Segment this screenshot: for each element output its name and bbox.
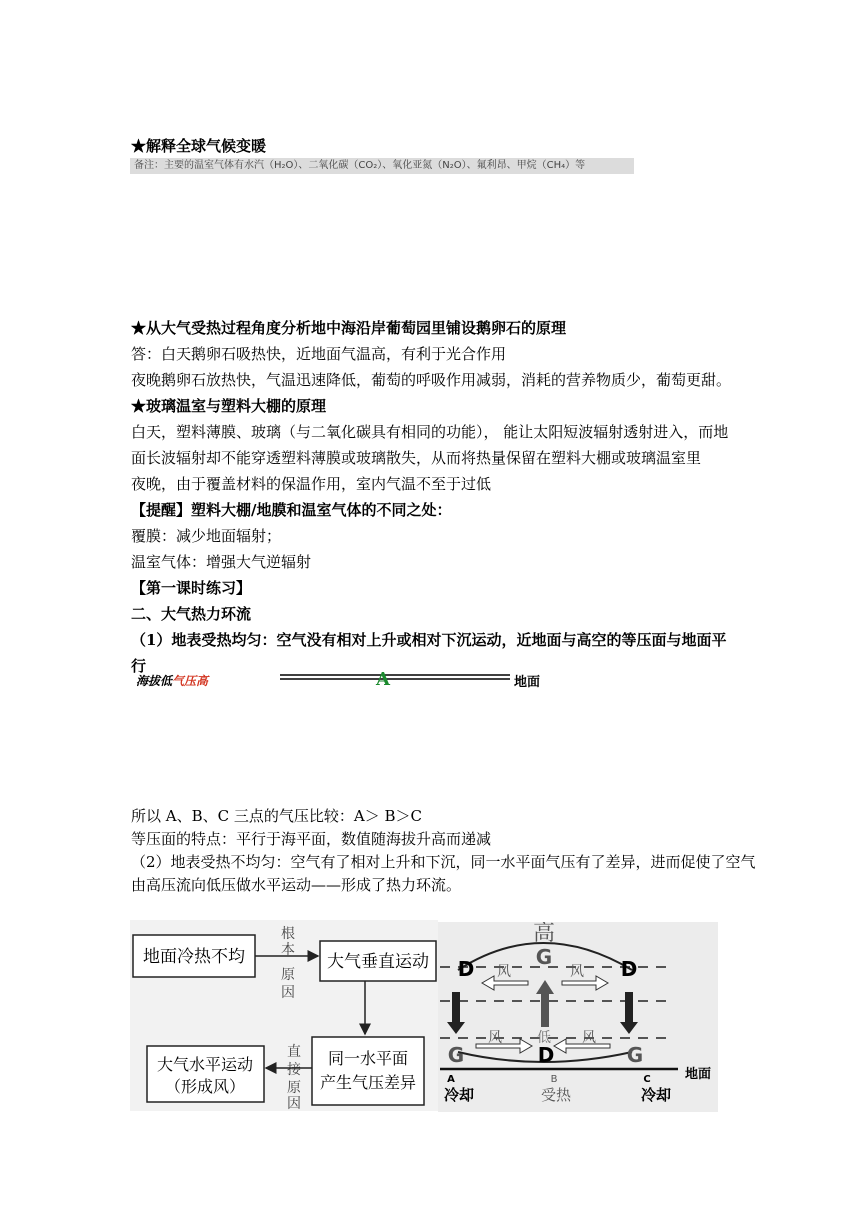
gas-text: 温室气体：增强大气逆辐射 xyxy=(131,553,312,571)
fig1-pressure-high: 气压高 xyxy=(172,674,209,688)
flow-box4-text-2: （形成风） xyxy=(164,1077,246,1096)
wind-lower-left: 风 xyxy=(488,1030,502,1046)
flow-box1-text: 地面冷热不均 xyxy=(143,947,245,967)
greenhouse-gas-note: 备注：主要的温室气体有水汽（H₂O）、二氧化碳（CO₂）、氧化亚氮（N₂O）、氟利昂、甲烷（CH₄）等 xyxy=(130,158,634,174)
grape-answer-2: 夜晚鹅卵石放热快，气温迅速降低，葡萄的呼吸作用减弱，消耗的营养物质少，葡萄更甜。 xyxy=(131,371,732,389)
isobar-feature: 等压面的特点：平行于海平面，数值随海拔升高而递减 xyxy=(131,830,492,848)
label-low: 低 xyxy=(537,1030,551,1046)
circulation-heading: 二、大气热力环流 xyxy=(131,605,252,623)
label-cool-right: 冷却 xyxy=(640,1086,672,1104)
flow-box-pressure-diff xyxy=(312,1037,424,1105)
greenhouse-text-3: 夜晚，由于覆盖材料的保温作用，室内气温不至于过低 xyxy=(131,475,492,493)
root-cause-4: 因 xyxy=(281,985,295,1001)
root-cause-3: 原 xyxy=(281,967,295,983)
direct-cause-2: 接 xyxy=(287,1062,301,1078)
greenhouse-text-2: 面长波辐射却不能穿透塑料薄膜或玻璃散失，从而将热量保留在塑料大棚或玻璃温室里 xyxy=(131,449,702,467)
wind-upper-right: 风 xyxy=(570,964,584,980)
pressure-compare: 所以 A、B、C 三点的气压比较：A＞ B＞C xyxy=(131,807,422,825)
direct-cause-3: 原 xyxy=(287,1080,301,1096)
label-g-top: G xyxy=(535,945,553,969)
label-cool-left: 冷却 xyxy=(443,1086,475,1104)
label-d-bottom: D xyxy=(537,1043,555,1067)
flowchart-diagram xyxy=(130,920,438,1111)
fig1-ground-lines xyxy=(276,669,516,690)
grape-heading: ★从大气受热过程角度分析地中海沿岸葡萄园里铺设鹅卵石的原理 xyxy=(131,319,567,337)
circulation-diagram xyxy=(438,922,718,1112)
uneven-heating-line-2: 由高压流向低压做水平运动——形成了热力环流。 xyxy=(131,876,462,894)
film-text: 覆膜：减少地面辐射； xyxy=(131,527,282,545)
label-d-left-top: D xyxy=(457,957,475,981)
greenhouse-text-1: 白天，塑料薄膜、玻璃（与二氧化碳具有相同的功能）， 能让太阳短波辐射透射进入，而地 xyxy=(131,423,729,441)
root-cause-1: 根 xyxy=(281,926,295,942)
label-high-top: 高 xyxy=(532,922,556,946)
label-a: A xyxy=(447,1074,455,1085)
flow-box4-text-1: 大气水平运动 xyxy=(156,1055,254,1074)
fig1-point-a: A xyxy=(376,669,390,690)
warming-heading: ★解释全球气候变暖 xyxy=(131,137,267,155)
label-ground: 地面 xyxy=(685,1067,712,1082)
flow-box3-text-1: 同一水平面 xyxy=(327,1049,409,1068)
wind-upper-left: 风 xyxy=(497,964,511,980)
direct-cause-1: 直 xyxy=(287,1044,301,1060)
label-c: C xyxy=(643,1074,651,1085)
label-d-right-top: D xyxy=(620,957,638,981)
greenhouse-heading: ★玻璃温室与塑料大棚的原理 xyxy=(131,397,327,415)
even-heating-line-1: （1）地表受热均匀：空气没有相对上升或相对下沉运动，近地面与高空的等压面与地面平 xyxy=(131,631,727,649)
practice-heading: 【第一课时练习】 xyxy=(131,579,252,597)
grape-answer-1: 答：白天鹅卵石吸热快，近地面气温高，有利于光合作用 xyxy=(131,345,507,363)
reminder-heading: 【提醒】塑料大棚/地膜和温室气体的不同之处： xyxy=(131,501,452,519)
label-g-right-bottom: G xyxy=(626,1043,644,1067)
fig1-altitude-low: 海拔低 xyxy=(136,674,173,688)
fig1-ground-label: 地面 xyxy=(514,675,541,690)
even-heating-line-2: 行 xyxy=(131,657,147,675)
flow-box3-text-2: 产生气压差异 xyxy=(319,1073,417,1092)
label-b: B xyxy=(550,1074,558,1085)
label-g-left-bottom: G xyxy=(447,1043,465,1067)
root-cause-2: 本 xyxy=(281,942,295,958)
fig1-left-label xyxy=(136,672,208,689)
direct-cause-4: 因 xyxy=(287,1096,301,1111)
uneven-heating-line-1: （2）地表受热不均匀：空气有了相对上升和下沉，同一水平面气压有了差异，进而促使了空气 xyxy=(131,853,756,871)
wind-lower-right: 风 xyxy=(582,1030,596,1046)
label-heat: 受热 xyxy=(540,1086,572,1104)
flow-box2-text: 大气垂直运动 xyxy=(327,952,429,972)
